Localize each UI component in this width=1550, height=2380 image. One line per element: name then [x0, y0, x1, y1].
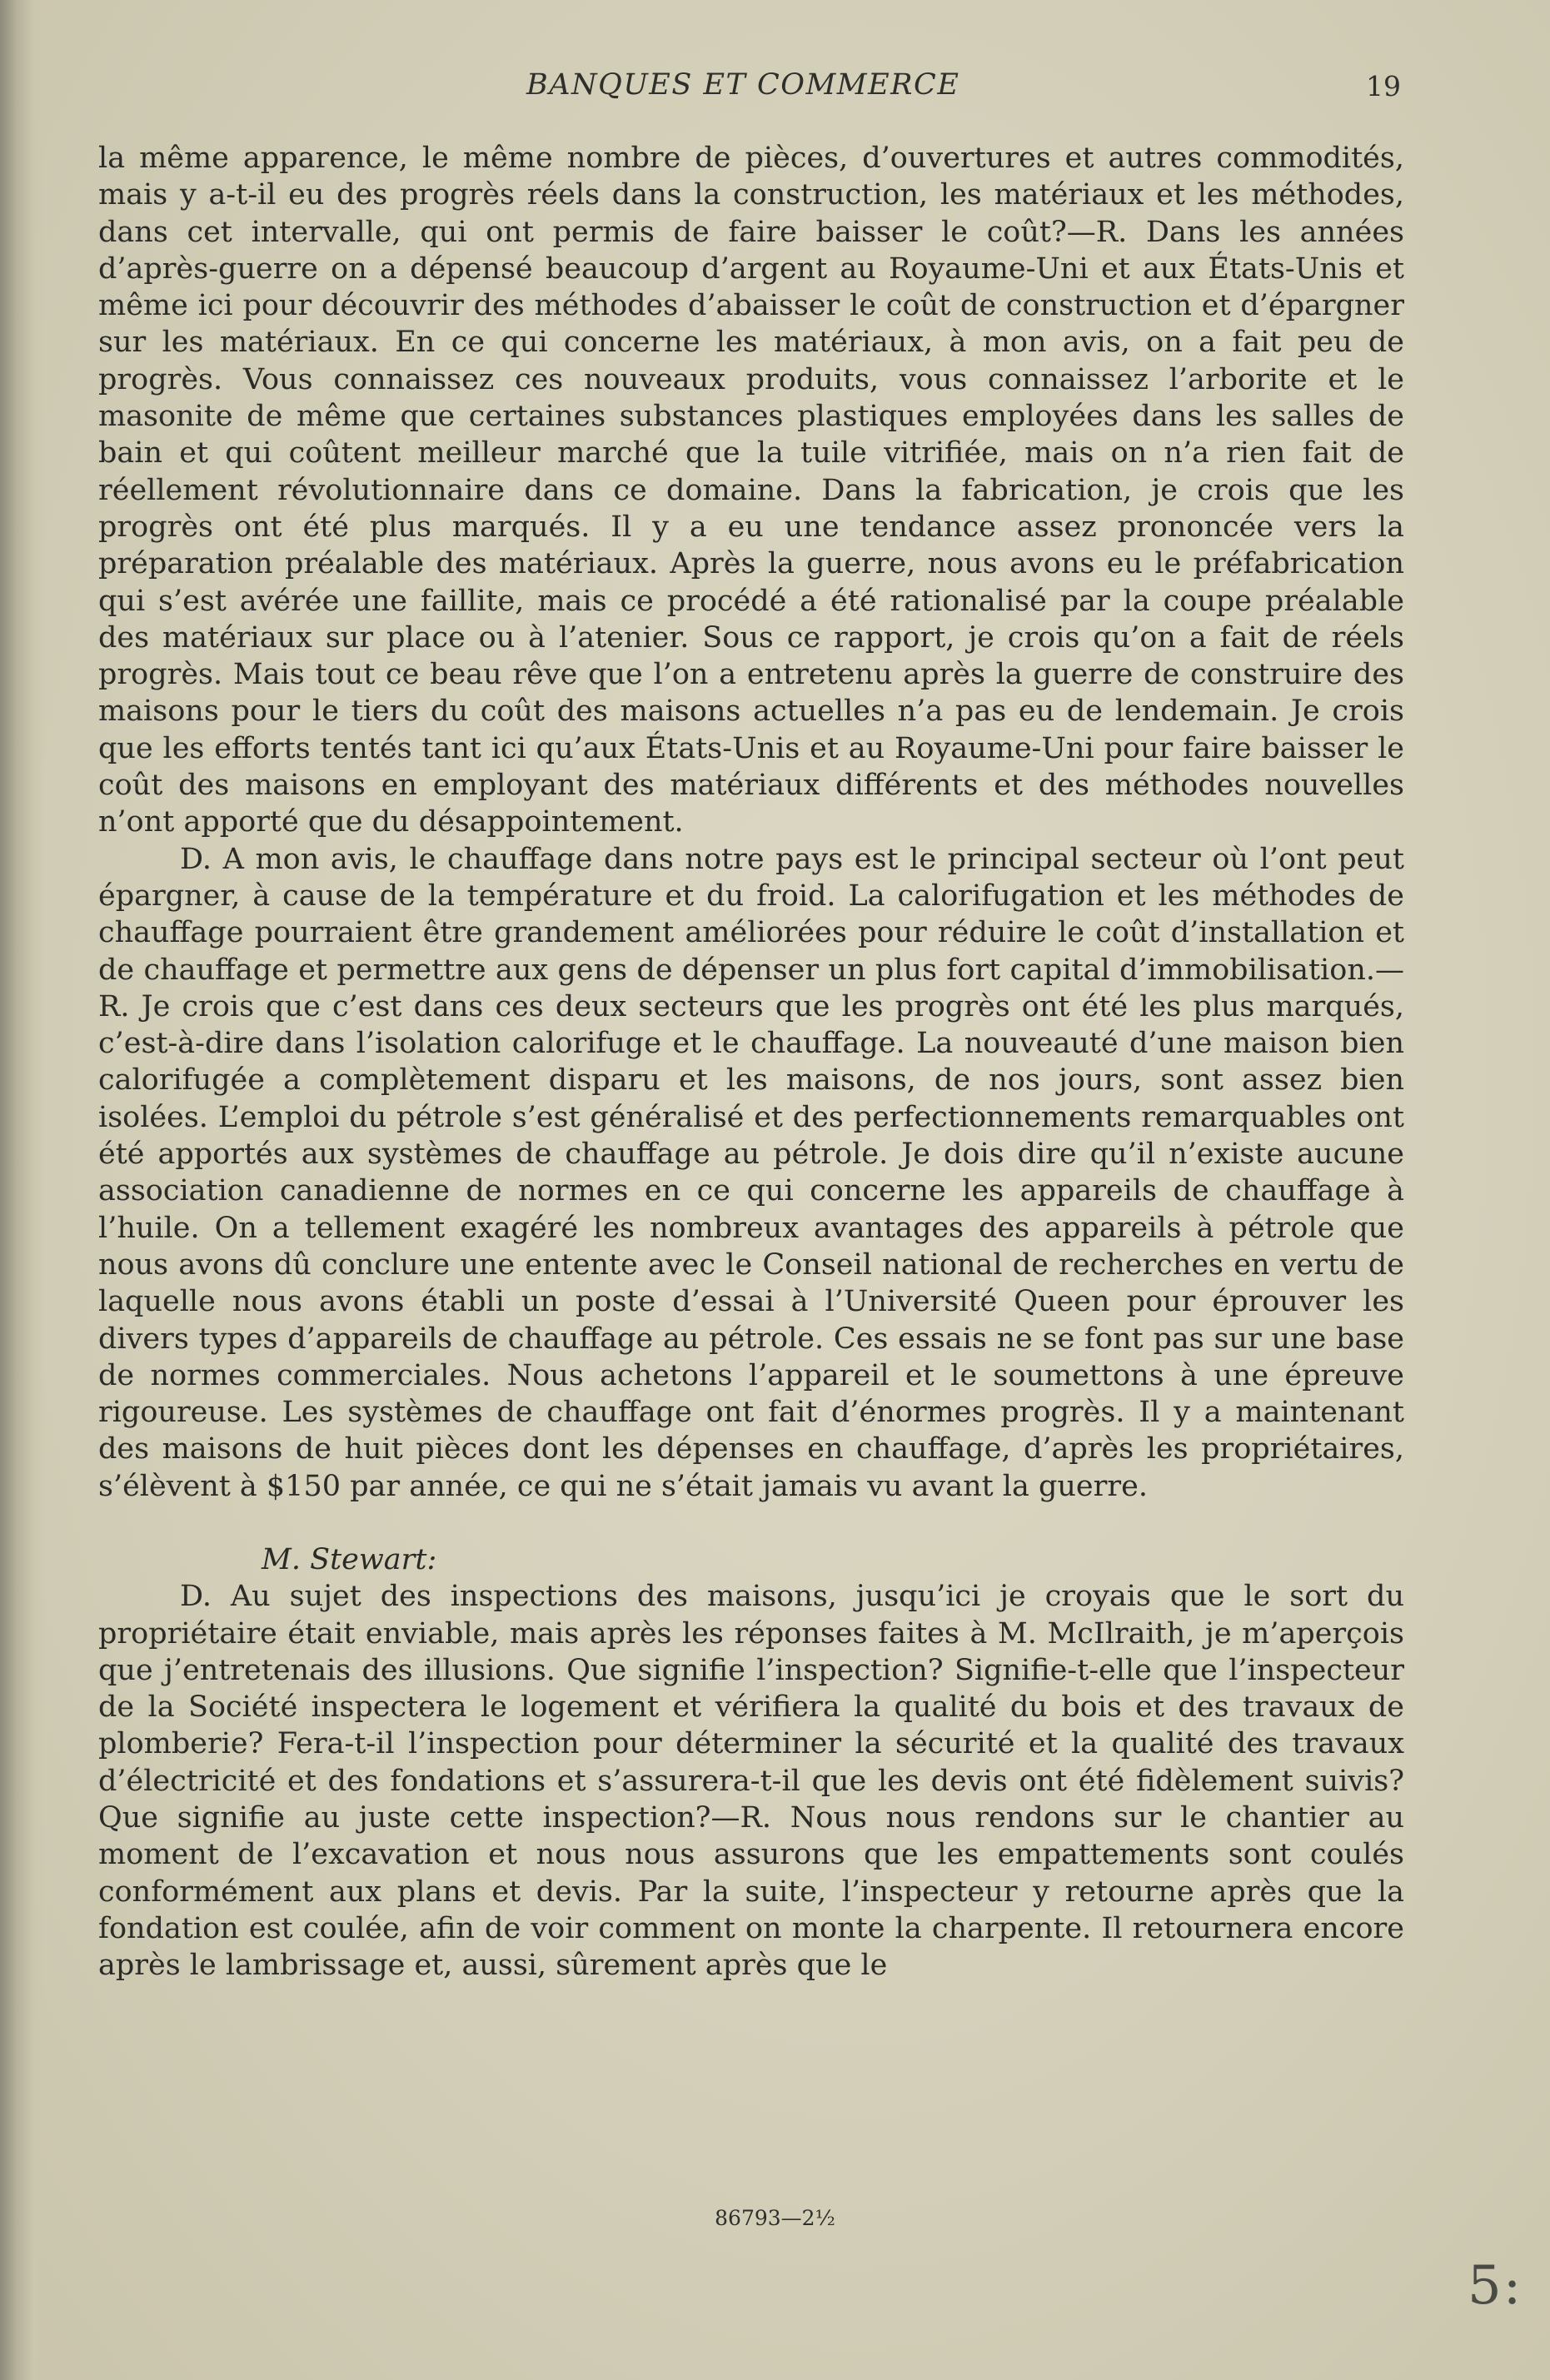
paragraph-continued: la même apparence, le même nombre de pièces, d’ouvertures et autres commodités, mais y a-t-il eu des progrès réels dans la construction, les matériaux et les méthodes, dans cet intervalle, qui ont permis de faire baisser le coût?—R. Dans les années d’après-guerre on a dépensé beaucoup d’argent au Royaume-Uni et aux États-Unis et même ici pour découvrir des méthodes d’abaisser le coût de construction et d’épargner sur les matériaux. En ce qui concerne les matériaux, à mon avis, on a fait peu de progrès. Vous connaissez ces nouveaux produits, vous connaissez l’arborite et le masonite de même que certaines substances plastiques employées dans les salles de bain et qui coûtent meilleur marché que la tuile vitrifiée, mais on n’a rien fait de réellement révolutionnaire dans ce domaine. Dans la fabrication, je crois que les progrès ont été plus marqués. Il y a eu une tendance assez prononcée vers la préparation préalable des matériaux. Après la guerre, nous avons eu le préfabrication qui s’est avérée une faillite, mais ce procédé a été rationalisé par la coupe préalable des matériaux sur place ou à l’atenier. Sous ce rapport, je crois qu’on a fait de réels progrès. Mais tout ce beau rêve que l’on a entretenu après la guerre de construire des maisons pour le tiers du coût des maisons actuelles n’a pas eu de lendemain. Je crois que les efforts tentés tant ici qu’aux États-Unis et au Royaume-Uni pour faire baisser le coût des maisons en employant des matériaux différents et des méthodes nouvelles n’ont apporté que du désappointement. [98, 142, 1404, 839]
speaker-heading: M. Stewart: [262, 1542, 437, 1576]
paragraph-heating: D. A mon avis, le chauffage dans notre pays est le principal secteur où l’ont peut épargner, à cause de la température et du froid. La calorifugation et les méthodes de chauffage pourraient être grandement améliorées pour réduire le coût d’installation et de chauffage et permettre aux gens de dépenser un plus fort capital d’immobilisation.—R. Je crois que c’est dans ces deux secteurs que les progrès ont été les plus marqués, c’est-à-dire dans l’isolation calorifuge et le chauffage. La nouveauté d’une maison bien calorifugée a complètement disparu et les maisons, de nos jours, sont assez bien isolées. L’emploi du pétrole s’est généralisé et des perfectionnements remarquables ont été apportés aux systèmes de chauffage au pétrole. Je dois dire qu’il n’existe aucune association canadienne de normes en ce qui concerne les appareils de chauffage à l’huile. On a tellement exagéré les nombreux avantages des appareils à pétrole que nous avons dû conclure une entente avec le Conseil national de recherches en vertu de laquelle nous avons établi un poste d’essai à l’Université Queen pour éprouver les divers types d’appareils de chauffage au pétrole. Ces essais ne se font pas sur une base de normes commerciales. Nous achetons l’appareil et le soumettons à une épreuve rigoureuse. Les systèmes de chauffage ont fait d’énormes progrès. Il y a maintenant des maisons de huit pièces dont les dépenses en chauffage, d’après les propriétaires, s’élèvent à $150 par année, ce qui ne s’était jamais vu avant la guerre. [98, 842, 1404, 1503]
page-binding-shadow [0, 0, 45, 2380]
corner-mark: 5: [1468, 2255, 1523, 2317]
print-code: 86793—2½ [715, 2206, 835, 2230]
paragraph-inspection: D. Au sujet des inspections des maisons, jusqu’ici je croyais que le sort du propriétaire était enviable, mais après les réponses faites à M. McIlraith, je m’aperçois que j’entretenais des illusions. Que signifie l’inspection? Signifie-t-elle que l’inspecteur de la Société inspectera le logement et vérifiera la qualité du bois et des travaux de plomberie? Fera-t-il l’inspection pour déterminer la sécurité et la qualité des travaux d’électricité et des fondations et s’assurera-t-il que les devis ont été fidèlement suivis? Que signifie au juste cette inspection?—R. Nous nous rendons sur le chantier au moment de l’excavation et nous nous assurons que les empattements sont coulés conformément aux plans et devis. Par la suite, l’inspecteur y retourne après que la fondation est coulée, afin de voir comment on monte la charpente. Il retournera encore après le lambrissage et, aussi, sûrement après que le [98, 1580, 1404, 1983]
running-title: BANQUES ET COMMERCE [526, 68, 960, 102]
page-header [0, 68, 1550, 110]
page-number: 19 [1366, 70, 1401, 102]
body-text [98, 140, 1404, 1984]
